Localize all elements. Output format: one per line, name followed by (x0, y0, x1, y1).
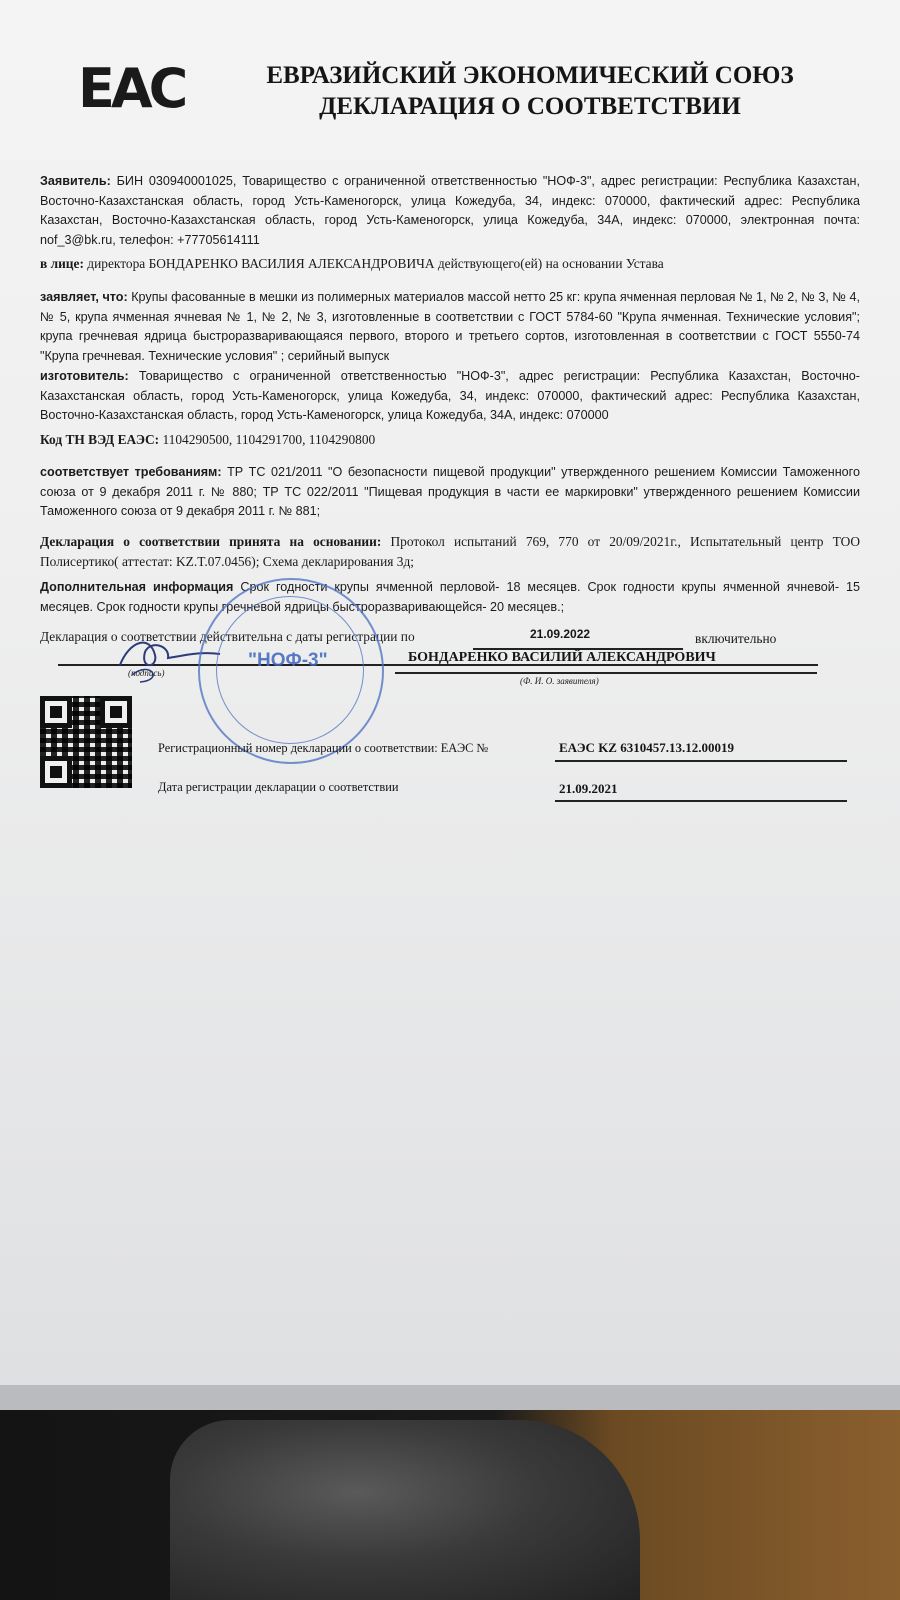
applicant-text: БИН 030940001025, Товарищество с ограниченной ответственностью "НОФ-3", адрес регистрации: Республика Казахстан, Восточно-Казахстанская область, город Усть-Каменогорск, улица Кожедуба, 34, индекс: 070000, фактический адрес: Республика Казахстан, Восточно-Казахстанская область, город Усть-Каменогорск, улица Кожедуба, 34А, индекс: 070000, электронная почта: nof_3@bk.ru, телефон: +77705614111 (40, 174, 861, 247)
applicant-label: Заявитель: (40, 174, 111, 188)
manufacturer-text: Товарищество с ограниченной ответственностью "НОФ-3", адрес регистрации: Республика Казахстан, Восточно-Казахстанская область, город Усть-Каменогорск, улица Кожедуба, 34, индекс: 070000, фактический адрес: Республика Казахстан, Восточно-Казахстанская область, город Усть-Каменогорск, улица Кожедуба, 34А, индекс: 070000 (40, 369, 860, 422)
requirements-text: ТР ТС 021/2011 "О безопасности пищевой продукции" утвержденного решением Комиссии Таможенного союза от 9 декабря 2011 г. № 880; ТР ТС 022/2011 "Пищевая продукция в части ее маркировки" утвержденного решением Комиссии Таможенного союза от 9 декабря 2011 г. № 881; (40, 465, 860, 518)
reg-number-underline (555, 760, 847, 762)
person-section (40, 254, 860, 274)
additional-section (40, 578, 860, 617)
manufacturer-label: изготовитель: (40, 369, 129, 383)
basis-text: Протокол испытаний 769, 770 от 20/09/2021г., Испытательный центр ТОО Полисертико( аттестат: KZ.T.07.0456); Схема декларирования 3д; (40, 534, 860, 569)
requirements-section (40, 463, 860, 522)
stamp-company-name: "НОФ-3" (248, 650, 328, 671)
reg-number: ЕАЭС KZ 6310457.13.12.00019 (559, 740, 734, 755)
basis-section (40, 532, 860, 571)
qr-finder-top-right (100, 696, 132, 728)
tn-ved-label: Код ТН ВЭД ЕАЭС: (40, 432, 160, 447)
declares-label: заявляет, что: (40, 290, 128, 304)
title-declaration: ДЕКЛАРАЦИЯ О СООТВЕТСТВИИ (319, 93, 741, 120)
document-title (230, 60, 830, 122)
person-sleeve (170, 1420, 640, 1600)
applicant-section (40, 172, 860, 250)
tn-ved-section (40, 430, 860, 450)
requirements-label: соответствует требованиям: (40, 465, 222, 479)
person-text: директора БОНДАРЕНКО ВАСИЛИЯ АЛЕКСАНДРОВИЧА действующего(ей) на основании Устава (87, 256, 664, 271)
additional-label: Дополнительная информация (40, 580, 234, 594)
reg-date-underline (555, 800, 847, 802)
manufacturer-section (40, 367, 860, 426)
qr-code (40, 696, 132, 788)
reg-date-label: Дата регистрации декларации о соответствии (158, 780, 399, 794)
title-union: ЕВРАЗИЙСКИЙ ЭКОНОМИЧЕСКИЙ СОЮЗ (266, 62, 794, 89)
validity-date: 21.09.2022 (530, 627, 591, 641)
reg-date: 21.09.2021 (559, 781, 618, 796)
reg-number-label: Регистрационный номер декларации о соответствии: ЕАЭС № (158, 741, 489, 755)
person-label: в лице: (40, 256, 84, 271)
declares-text: Крупы фасованные в мешки из полимерных материалов массой нетто 25 кг: крупа ячменная перловая № 1, № 2, № 3, № 4, № 5, крупа ячменная ячневая № 1, № 2, № 3, изготовленные в соответствии с ГОСТ 5784-60 "Крупа ячменная. Технические условия"; крупа гречневая ядрица быстроразваривающаяся первого, второго и третьего сортов, изготовленная в соответствии с ГОСТ 5550-74 "Крупа гречневая. Технические условия" ; серийный выпуск (40, 290, 860, 363)
validity-prefix: Декларация о соответствии действительна с даты регистрации по (40, 629, 415, 644)
name-underline (395, 672, 817, 674)
name-caption: (Ф. И. О. заявителя) (520, 676, 599, 686)
qr-finder-top-left (40, 696, 72, 728)
validity-suffix: включительно (695, 631, 777, 646)
basis-label: Декларация о соответствии принята на основании: (40, 534, 382, 549)
tn-ved-codes: 1104290500, 1104291700, 1104290800 (162, 432, 376, 447)
additional-text: Срок годности крупы ячменной перловой- 18 месяцев. Срок годности крупы ячменной ячневой- 15 месяцев. Срок годности крупы гречневой ядрицы быстроразваривающейся- 20 месяцев.; (40, 580, 860, 614)
applicant-name: БОНДАРЕНКО ВАСИЛИЙ АЛЕКСАНДРОВИЧ (408, 650, 716, 665)
signature-caption: (подпись) (128, 668, 165, 678)
eac-logo: EAC (78, 57, 185, 120)
declares-section (40, 288, 860, 366)
qr-finder-bottom-left (40, 756, 72, 788)
